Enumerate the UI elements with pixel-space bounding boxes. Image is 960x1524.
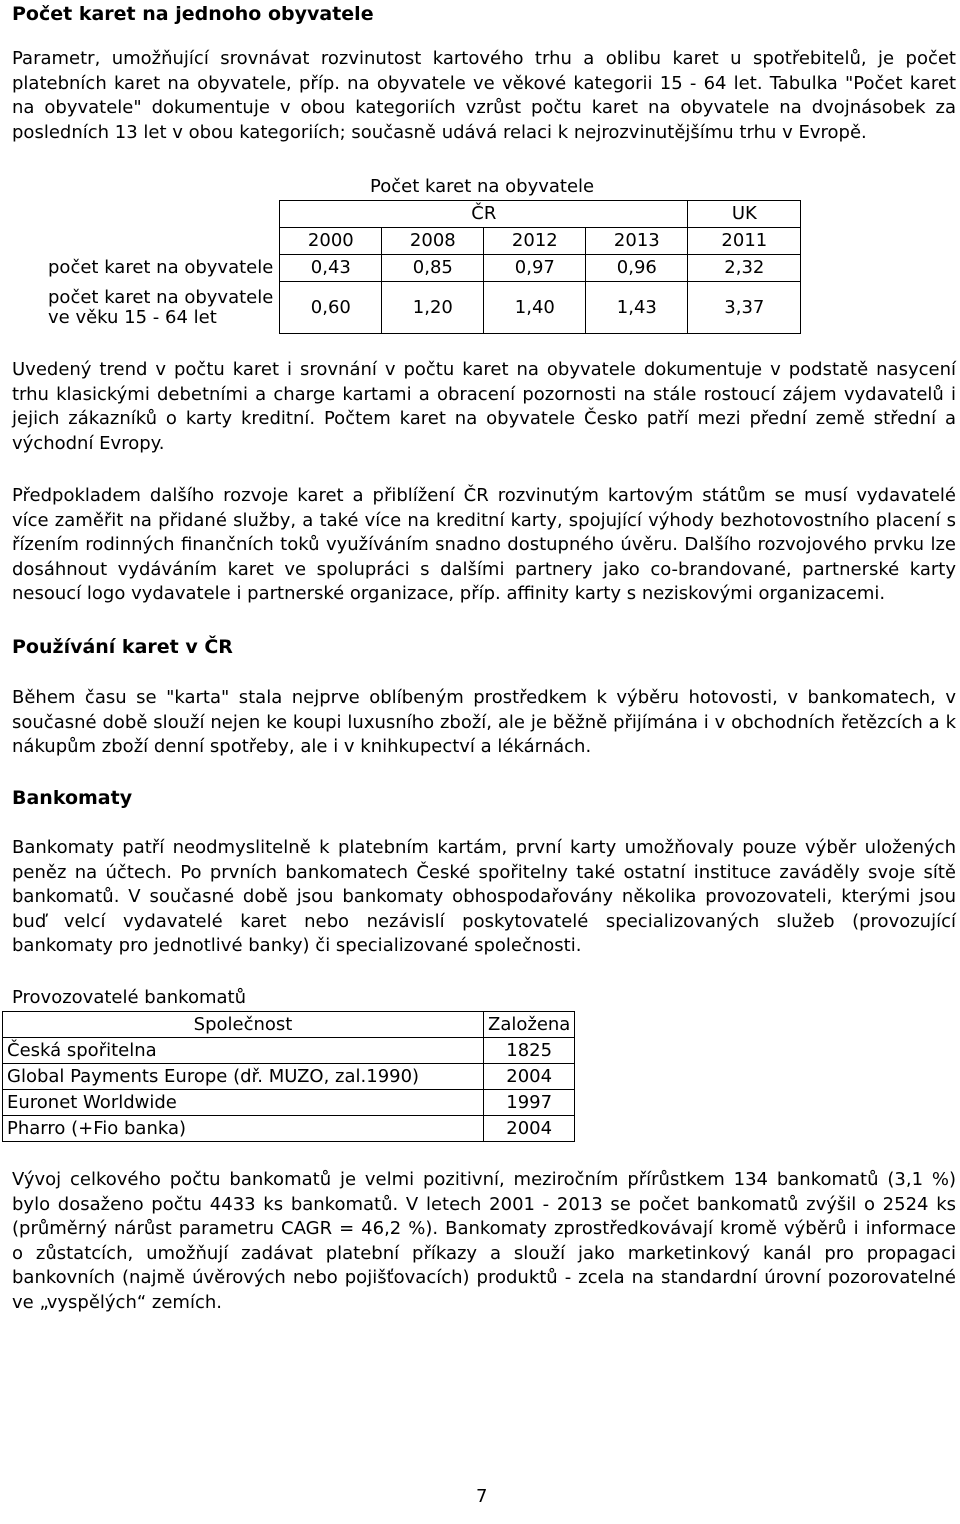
row-label: počet karet na obyvatele: [48, 257, 274, 278]
table-header-row: [3, 1012, 575, 1038]
value-cell: 0,60: [280, 282, 382, 334]
year-cell: 2008: [382, 228, 484, 255]
year-cell: 2000: [280, 228, 382, 255]
founded-cell: 1825: [484, 1038, 575, 1064]
column-header-founded: Založena: [484, 1012, 575, 1038]
page-number: 7: [476, 1486, 488, 1507]
company-cell: Euronet Worldwide: [3, 1090, 484, 1116]
section-heading-cards-per-capita: Počet karet na jednoho obyvatele: [12, 3, 374, 25]
table-row: [3, 1090, 575, 1116]
group-header-uk: UK: [688, 201, 801, 228]
column-header-company: Společnost: [3, 1012, 484, 1038]
value-cell: 0,85: [382, 255, 484, 282]
value-cell: 1,40: [484, 282, 586, 334]
value-cell: 1,20: [382, 282, 484, 334]
row-label-line2: ve věku 15 - 64 let: [48, 306, 217, 328]
table-header-row: [44, 201, 801, 228]
cards-table-caption: Počet karet na obyvatele: [370, 176, 595, 197]
row-label-line1: počet karet na obyvatele: [48, 286, 274, 308]
table-row: [44, 255, 801, 282]
company-cell: Pharro (+Fio banka): [3, 1116, 484, 1142]
trend-paragraph: Uvedený trend v počtu karet i srovnání v počtu karet na obyvatele dokumentuje v podstatě nasycení trhu klasickými debetními a charge kartami a obracení pozornosti na stále rostoucí zájem vydavatelů i jejich zákazníků o karty kreditní. Počtem karet na obyvatele Česko patří mezi přední země střední a východní Evropy.: [12, 359, 956, 454]
value-cell: 0,96: [586, 255, 688, 282]
atm-operators-table: [2, 1011, 575, 1142]
value-cell: 3,37: [688, 282, 801, 334]
value-cell: 2,32: [688, 255, 801, 282]
intro-paragraph: Parametr, umožňující srovnávat rozvinutost kartového trhu a oblibu karet u spotřebitelů, je počet platebních karet na obyvatele, příp. na obyvatele ve věkové kategorii 15 - 64 let. Tabulka "Počet karet na obyvatele" dokumentuje v obou kategoriích vzrůst počtu karet na obyvatele na dvojnásobek za posledních 13 let v obou kategoriích; současně udává relaci k nejrozvinutějšímu trhu v Evropě.: [12, 48, 956, 143]
usage-paragraph: Během času se "karta" stala nejprve oblíbeným prostředkem k výběru hotovosti, v bankomatech, v současné době slouží nejen ke koupi luxusního zboží, ale je běžně přijímána i v obchodních řetězcích a k nákupům zboží denní spotřeby, ale i v knihkupectví a lékárnách.: [12, 687, 956, 757]
year-cell: 2011: [688, 228, 801, 255]
table-year-row: [44, 228, 801, 255]
value-cell: 0,43: [280, 255, 382, 282]
row-label: [44, 282, 280, 334]
founded-cell: 1997: [484, 1090, 575, 1116]
year-cell: 2013: [586, 228, 688, 255]
year-cell: 2012: [484, 228, 586, 255]
cards-per-capita-table: [44, 200, 801, 334]
section-heading-card-usage: Používání karet v ČR: [12, 636, 233, 658]
table-row: [3, 1038, 575, 1064]
group-header-cr: ČR: [280, 201, 688, 228]
atm-paragraph: Bankomaty patří neodmyslitelně k platebním kartám, první karty umožňovaly pouze výběr uložených peněz na účtech. Po prvních bankomatech České spořitelny také ostatní instituce zaváděly svoje sítě bankomatů. V současné době jsou bankomaty obhospodařovány několika provozovateli, kterými jsou buď velcí vydavatelé karet nebo nezávislí poskytovatelé specializovaných služeb (provozující bankomaty pro jednotlivé banky) či specializované společnosti.: [12, 837, 956, 956]
table-row: [3, 1116, 575, 1142]
company-cell: Česká spořitelna: [3, 1038, 484, 1064]
founded-cell: 2004: [484, 1116, 575, 1142]
atm-development-paragraph: Vývoj celkového počtu bankomatů je velmi pozitivní, meziročním přírůstkem 134 bankomatů (3,1 %) bylo dosaženo počtu 4433 ks bankomatů. V letech 2001 - 2013 se počet bankomatů zvýšil o 2524 ks (průměrný nárůst parametru CAGR = 46,2 %). Bankomaty zprostředkovávají kromě výběrů i informace o zůstatcích, umožňují zadávat platební příkazy a slouží jako marketinkový kanál pro propagaci bankovních (najmě úvěrových nebo pojišťovacích) produktů - zcela na standardní úrovní pozorovatelné ve „vyspělých“ zemích.: [12, 1169, 956, 1313]
company-cell: Global Payments Europe (dř. MUZO, zal.1990): [3, 1064, 484, 1090]
value-cell: 1,43: [586, 282, 688, 334]
value-cell: 0,97: [484, 255, 586, 282]
operators-table-caption: Provozovatelé bankomatů: [12, 987, 246, 1008]
founded-cell: 2004: [484, 1064, 575, 1090]
future-paragraph: Předpokladem dalšího rozvoje karet a přiblížení ČR rozvinutým kartovým státům se musí vydavatelé více zaměřit na přidané služby, a také více na kreditní karty, spojující výhody bezhotovostního placení s řízením rodinných finančních toků využíváním snadno dostupného úvěru. Dalšího rozvojového prvku lze dosáhnout vydáváním karet ve spolupráci s dalšími partnery jako co-brandované, partnerské karty nesoucí logo vydavatele i partnerské organizace, příp. affinity karty s neziskovými organizacemi.: [12, 485, 956, 604]
table-row: [3, 1064, 575, 1090]
section-heading-atms: Bankomaty: [12, 787, 133, 809]
table-row: [44, 282, 801, 334]
